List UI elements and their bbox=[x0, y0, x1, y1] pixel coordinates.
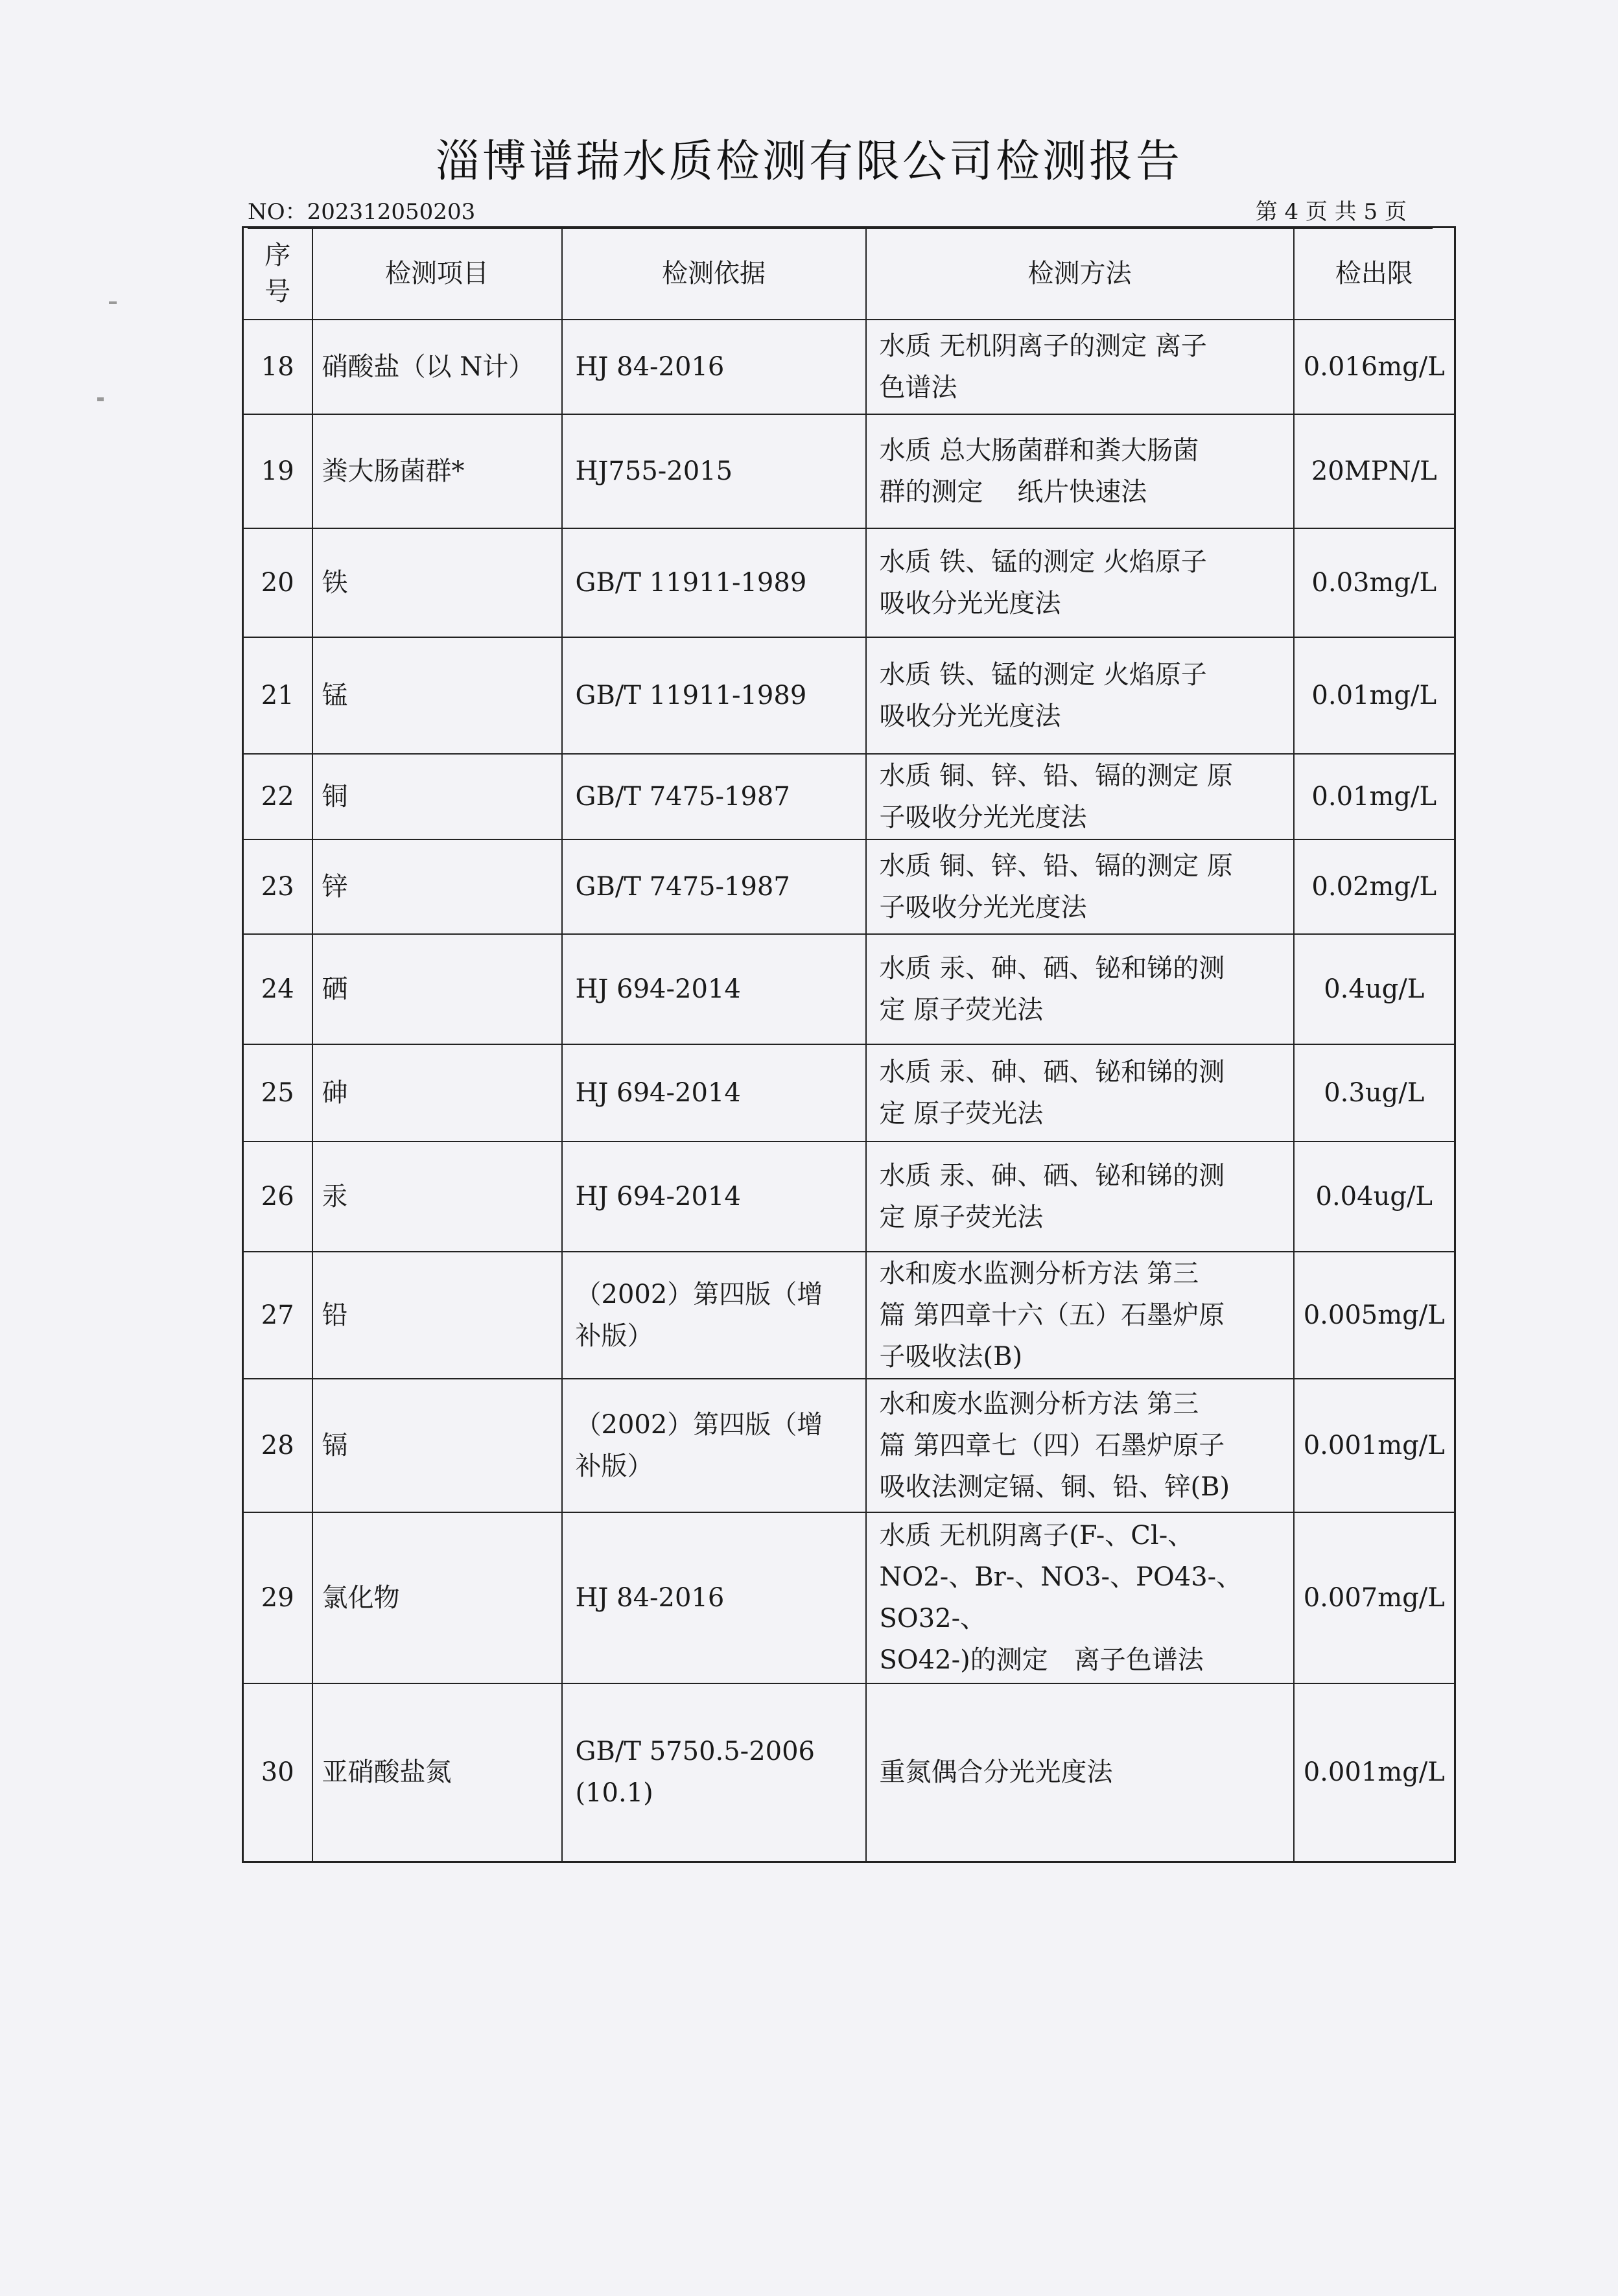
row-no bbox=[243, 1252, 312, 1379]
row-no-text: 28 bbox=[261, 1430, 294, 1460]
row-method-text: 水质 汞、砷、硒、铋和锑的测 定 原子荧光法 bbox=[879, 1057, 1225, 1129]
row-method bbox=[866, 934, 1294, 1044]
row-no-text: 30 bbox=[261, 1757, 294, 1788]
row-limit-text: 0.01mg/L bbox=[1311, 781, 1437, 812]
row-method-text: 水质 总大肠菌群和粪大肠菌 群的测定 纸片快速法 bbox=[879, 435, 1199, 507]
row-item bbox=[312, 754, 562, 839]
row-limit bbox=[1294, 1044, 1455, 1142]
header-method: 检测方法 bbox=[866, 228, 1294, 320]
row-no-text: 18 bbox=[261, 351, 294, 382]
row-no-text: 26 bbox=[261, 1181, 294, 1212]
table-row bbox=[243, 414, 1455, 528]
row-basis bbox=[562, 1142, 866, 1252]
row-item bbox=[312, 637, 562, 754]
table-header-row bbox=[243, 228, 1455, 320]
row-no bbox=[243, 839, 312, 934]
row-method bbox=[866, 1512, 1294, 1683]
row-limit-text: 0.001mg/L bbox=[1303, 1757, 1445, 1788]
table-row bbox=[243, 1512, 1455, 1683]
test-items-table bbox=[242, 226, 1456, 1863]
row-basis-text: HJ755-2015 bbox=[575, 456, 733, 486]
row-method-text: 水质 无机阴离子的测定 离子 色谱法 bbox=[879, 331, 1207, 403]
row-item bbox=[312, 320, 562, 414]
row-no bbox=[243, 1512, 312, 1683]
row-item-text: 铅 bbox=[322, 1300, 348, 1330]
row-basis-text: HJ 84-2016 bbox=[575, 1582, 725, 1613]
row-method bbox=[866, 414, 1294, 528]
row-limit bbox=[1294, 528, 1455, 637]
table-row bbox=[243, 1044, 1455, 1142]
table-row bbox=[243, 637, 1455, 754]
row-method-text: 水质 铁、锰的测定 火焰原子 吸收分光光度法 bbox=[879, 546, 1207, 618]
table-row bbox=[243, 1252, 1455, 1379]
row-item-text: 镉 bbox=[322, 1430, 348, 1460]
row-method-text: 水质 铜、锌、铅、镉的测定 原 子吸收分光光度法 bbox=[879, 760, 1233, 832]
row-method bbox=[866, 1142, 1294, 1252]
row-method-text: 水质 无机阴离子(F-、Cl-、 NO2-、Br-、NO3-、PO43-、SO32-、 SO42-)的测定 离子色谱法 bbox=[879, 1520, 1243, 1675]
row-item bbox=[312, 934, 562, 1044]
header-item: 检测项目 bbox=[312, 228, 562, 320]
row-item-text: 砷 bbox=[322, 1077, 348, 1108]
table-row bbox=[243, 839, 1455, 934]
row-no-text: 25 bbox=[261, 1077, 294, 1108]
row-no-text: 23 bbox=[261, 871, 294, 902]
row-basis bbox=[562, 1683, 866, 1862]
row-method bbox=[866, 839, 1294, 934]
row-method bbox=[866, 1379, 1294, 1512]
row-basis bbox=[562, 839, 866, 934]
row-basis-text: GB/T 7475-1987 bbox=[575, 871, 790, 902]
row-item bbox=[312, 528, 562, 637]
row-method-text: 重氮偶合分光光度法 bbox=[879, 1757, 1113, 1788]
row-limit bbox=[1294, 320, 1455, 414]
row-item-text: 硝酸盐（以 N计） bbox=[322, 351, 535, 382]
row-limit-text: 0.016mg/L bbox=[1303, 351, 1445, 382]
table-row bbox=[243, 1683, 1455, 1862]
row-no bbox=[243, 320, 312, 414]
row-no-text: 29 bbox=[261, 1582, 294, 1613]
row-basis-text: （2002）第四版（增 补版） bbox=[575, 1409, 823, 1481]
row-no bbox=[243, 754, 312, 839]
row-no-text: 19 bbox=[261, 456, 294, 486]
row-no bbox=[243, 934, 312, 1044]
row-item bbox=[312, 1142, 562, 1252]
row-basis-text: GB/T 5750.5-2006 (10.1) bbox=[575, 1737, 815, 1809]
row-method bbox=[866, 754, 1294, 839]
row-basis bbox=[562, 1252, 866, 1379]
row-basis bbox=[562, 528, 866, 637]
row-no bbox=[243, 637, 312, 754]
row-item-text: 锰 bbox=[322, 680, 348, 710]
row-basis-text: HJ 694-2014 bbox=[575, 974, 741, 1004]
row-item bbox=[312, 414, 562, 528]
row-limit-text: 0.001mg/L bbox=[1303, 1430, 1445, 1460]
row-no-text: 24 bbox=[261, 974, 294, 1004]
row-method bbox=[866, 637, 1294, 754]
table-row bbox=[243, 1142, 1455, 1252]
row-no-text: 21 bbox=[261, 680, 294, 710]
scan-speck bbox=[109, 301, 117, 304]
row-no-text: 27 bbox=[261, 1300, 294, 1330]
row-item-text: 锌 bbox=[322, 871, 348, 902]
row-item-text: 硒 bbox=[322, 974, 348, 1004]
row-limit-text: 0.01mg/L bbox=[1311, 680, 1437, 710]
row-item-text: 亚硝酸盐氮 bbox=[322, 1757, 452, 1788]
row-limit bbox=[1294, 839, 1455, 934]
row-basis bbox=[562, 934, 866, 1044]
row-method bbox=[866, 320, 1294, 414]
row-basis bbox=[562, 1044, 866, 1142]
row-basis-text: GB/T 11911-1989 bbox=[575, 567, 807, 598]
row-item bbox=[312, 1512, 562, 1683]
row-no bbox=[243, 1044, 312, 1142]
row-item bbox=[312, 1044, 562, 1142]
row-item-text: 粪大肠菌群* bbox=[322, 456, 465, 486]
row-item-text: 汞 bbox=[322, 1181, 348, 1212]
row-basis bbox=[562, 414, 866, 528]
table-row bbox=[243, 320, 1455, 414]
row-method bbox=[866, 1252, 1294, 1379]
row-limit-text: 0.005mg/L bbox=[1303, 1300, 1445, 1330]
row-limit-text: 0.007mg/L bbox=[1303, 1582, 1445, 1613]
row-method-text: 水质 汞、砷、硒、铋和锑的测 定 原子荧光法 bbox=[879, 953, 1225, 1025]
report-title: 淄博谱瑞水质检测有限公司检测报告 bbox=[435, 136, 1182, 187]
row-method bbox=[866, 1683, 1294, 1862]
row-limit-text: 0.3ug/L bbox=[1324, 1077, 1425, 1108]
table-row bbox=[243, 1379, 1455, 1512]
row-limit bbox=[1294, 1142, 1455, 1252]
page-indicator: 第 4 页 共 5 页 bbox=[1255, 199, 1407, 225]
row-limit-text: 0.04ug/L bbox=[1315, 1181, 1433, 1212]
row-limit bbox=[1294, 637, 1455, 754]
row-basis bbox=[562, 1379, 866, 1512]
row-basis-text: GB/T 11911-1989 bbox=[575, 680, 807, 710]
row-basis-text: （2002）第四版（增 补版） bbox=[575, 1279, 823, 1351]
row-basis bbox=[562, 320, 866, 414]
report-number: NO：202312050203 bbox=[248, 199, 476, 225]
row-limit-text: 0.4ug/L bbox=[1324, 974, 1425, 1004]
table-row bbox=[243, 754, 1455, 839]
row-method-text: 水质 铜、锌、铅、镉的测定 原 子吸收分光光度法 bbox=[879, 850, 1233, 922]
row-item-text: 铁 bbox=[322, 567, 348, 598]
row-limit-text: 0.02mg/L bbox=[1311, 871, 1437, 902]
report-meta-row bbox=[248, 193, 1433, 229]
row-item-text: 铜 bbox=[322, 781, 348, 812]
row-limit bbox=[1294, 414, 1455, 528]
row-no-text: 22 bbox=[261, 781, 294, 812]
row-no bbox=[243, 414, 312, 528]
row-method-text: 水质 铁、锰的测定 火焰原子 吸收分光光度法 bbox=[879, 659, 1207, 731]
row-no bbox=[243, 528, 312, 637]
row-method-text: 水和废水监测分析方法 第三 篇 第四章十六（五）石墨炉原 子吸收法(B) bbox=[879, 1258, 1225, 1372]
row-method bbox=[866, 1044, 1294, 1142]
row-limit bbox=[1294, 1252, 1455, 1379]
row-basis bbox=[562, 754, 866, 839]
header-limit: 检出限 bbox=[1294, 228, 1455, 320]
row-item bbox=[312, 1252, 562, 1379]
row-item bbox=[312, 1683, 562, 1862]
row-method bbox=[866, 528, 1294, 637]
scan-speck bbox=[97, 397, 104, 401]
row-item bbox=[312, 1379, 562, 1512]
row-limit bbox=[1294, 1512, 1455, 1683]
row-basis bbox=[562, 637, 866, 754]
row-method-text: 水和废水监测分析方法 第三 篇 第四章七（四）石墨炉原子 吸收法测定镉、铜、铅、锌(B) bbox=[879, 1388, 1230, 1502]
row-basis-text: HJ 694-2014 bbox=[575, 1077, 741, 1108]
table-row bbox=[243, 528, 1455, 637]
row-limit bbox=[1294, 1683, 1455, 1862]
row-basis-text: HJ 694-2014 bbox=[575, 1181, 741, 1212]
row-no bbox=[243, 1379, 312, 1512]
row-item bbox=[312, 839, 562, 934]
row-limit bbox=[1294, 934, 1455, 1044]
row-basis bbox=[562, 1512, 866, 1683]
header-basis: 检测依据 bbox=[562, 228, 866, 320]
row-limit bbox=[1294, 754, 1455, 839]
row-item-text: 氯化物 bbox=[322, 1582, 400, 1613]
row-basis-text: GB/T 7475-1987 bbox=[575, 781, 790, 812]
row-no bbox=[243, 1683, 312, 1862]
row-basis-text: HJ 84-2016 bbox=[575, 351, 725, 382]
row-no bbox=[243, 1142, 312, 1252]
row-no-text: 20 bbox=[261, 567, 294, 598]
row-limit-text: 0.03mg/L bbox=[1311, 567, 1437, 598]
header-no: 序号 bbox=[243, 228, 312, 320]
row-limit-text: 20MPN/L bbox=[1311, 456, 1437, 486]
row-method-text: 水质 汞、砷、硒、铋和锑的测 定 原子荧光法 bbox=[879, 1160, 1225, 1232]
row-limit bbox=[1294, 1379, 1455, 1512]
table-row bbox=[243, 934, 1455, 1044]
